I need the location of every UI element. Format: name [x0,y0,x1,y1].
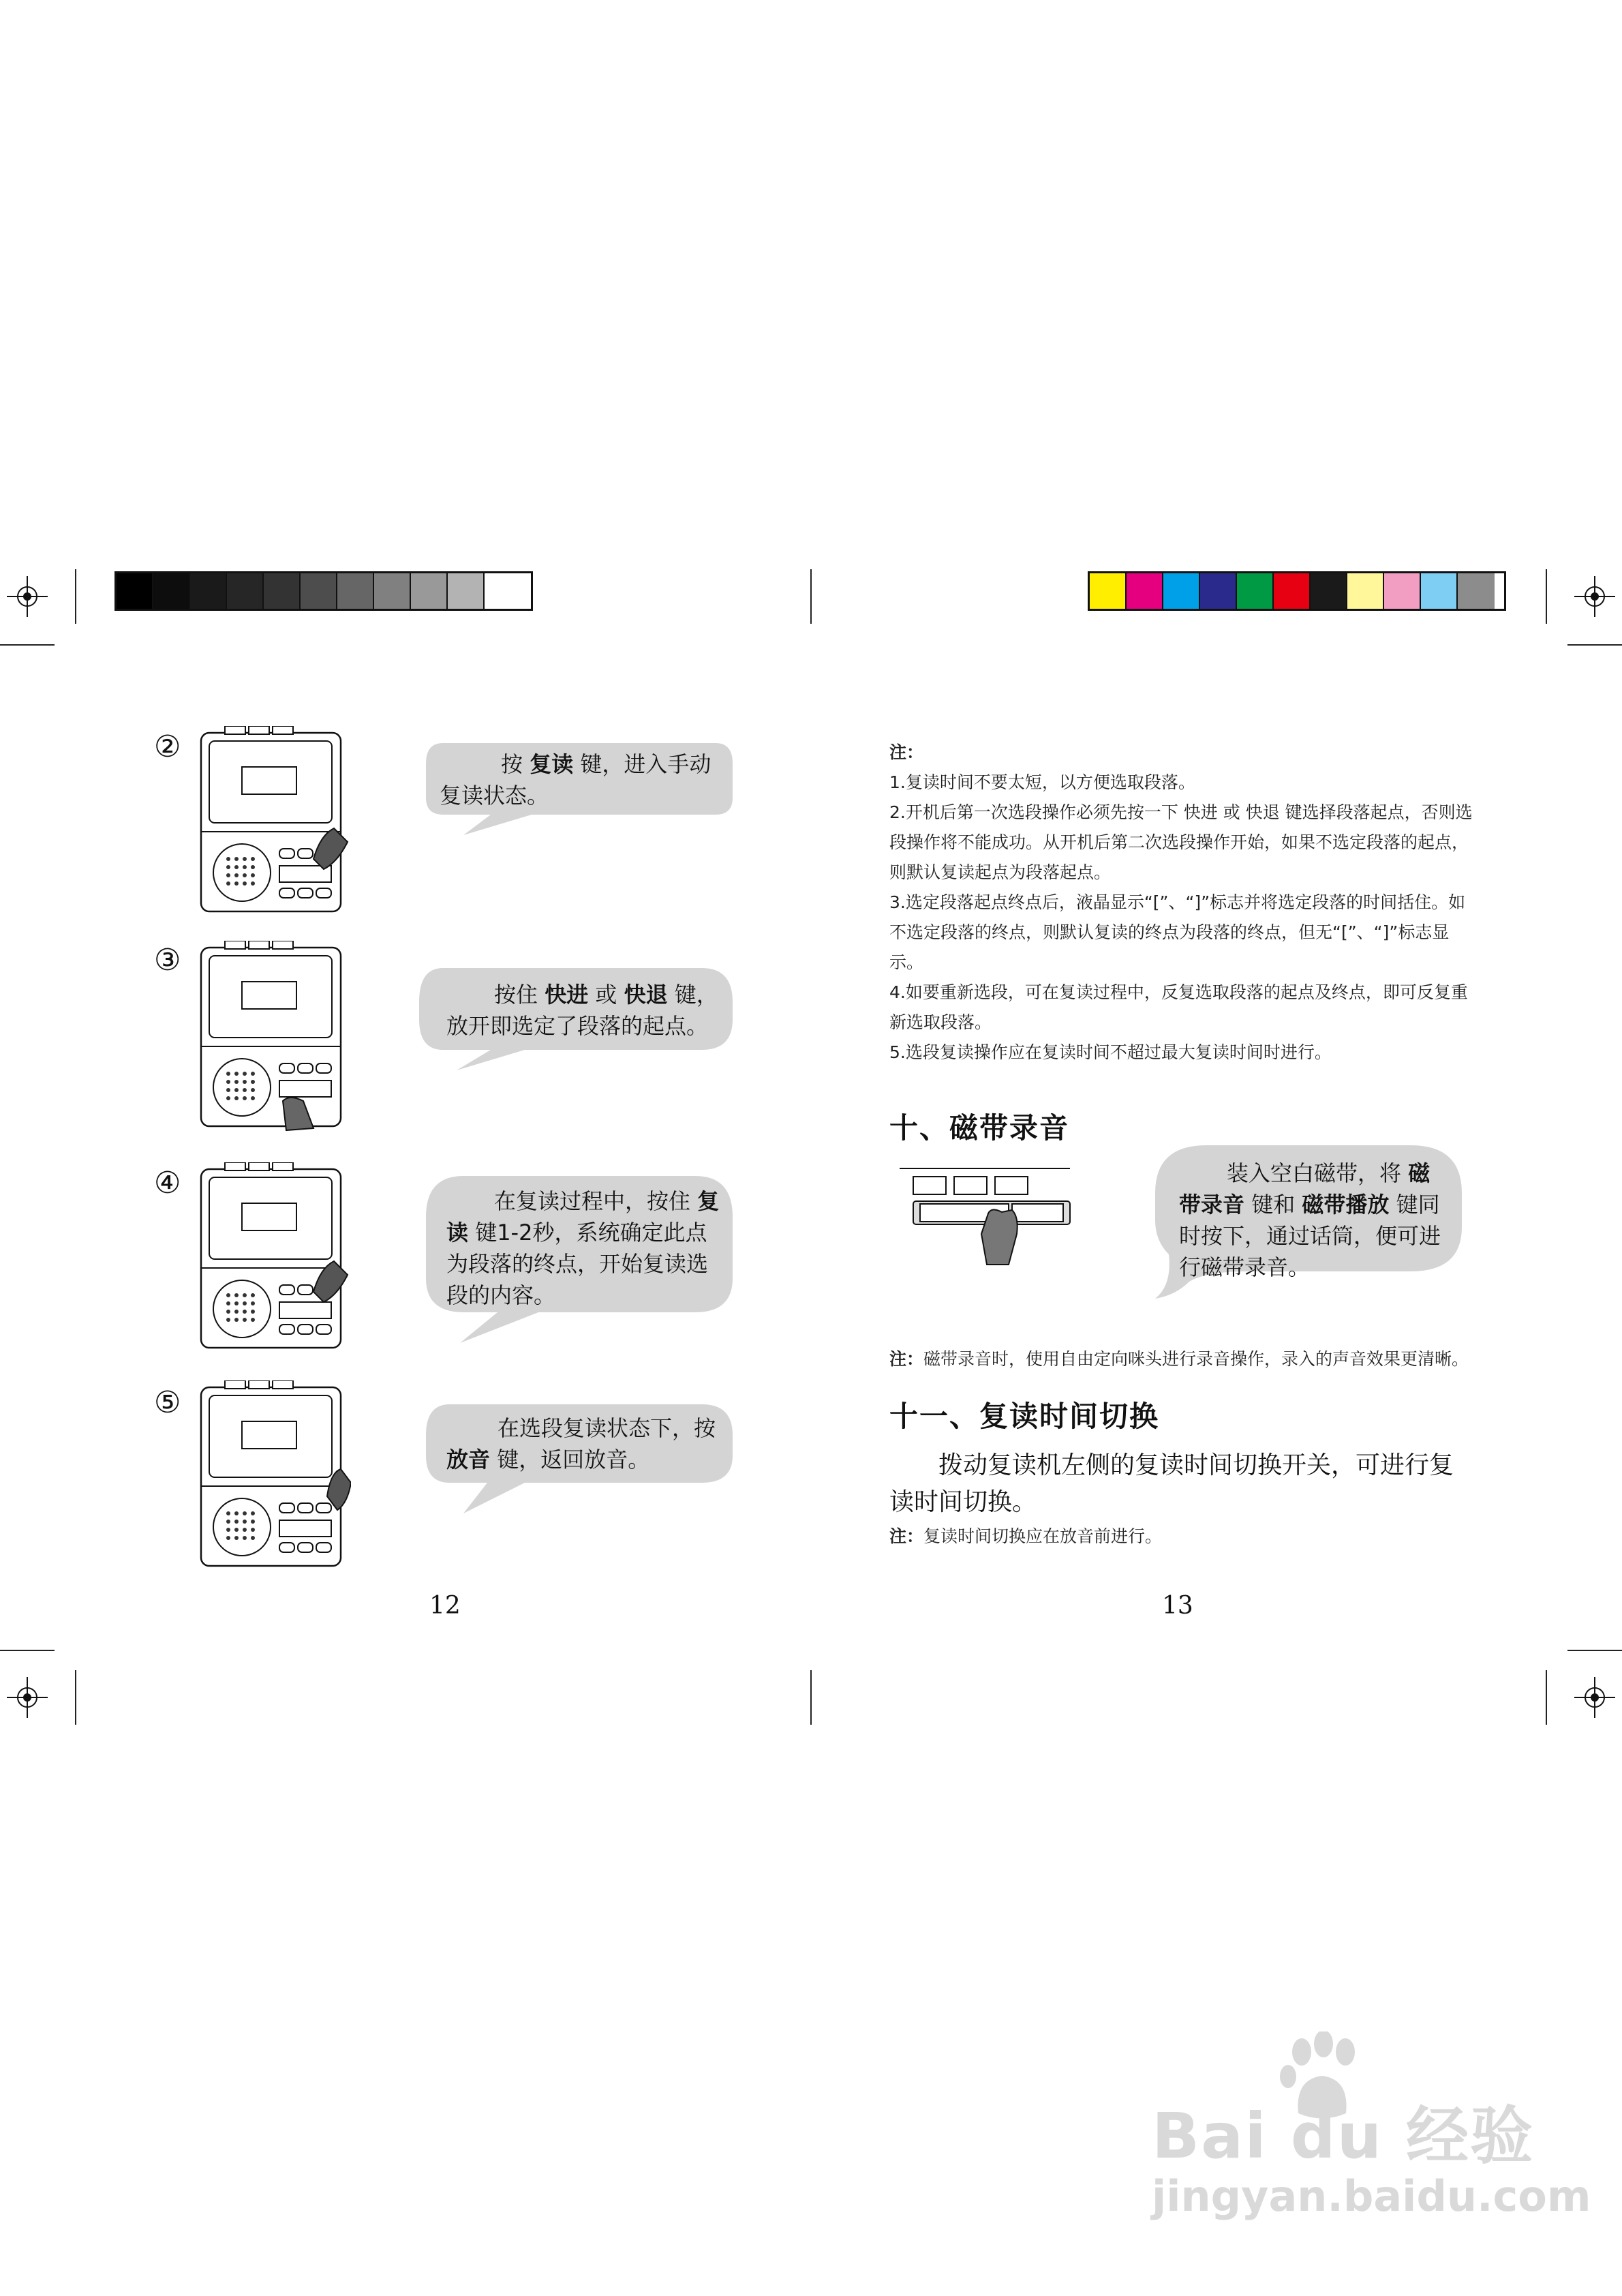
registration-mark-icon [1574,1677,1615,1718]
color-swatch [1127,573,1163,609]
section-10-note: 注：磁带录音时，使用自由定向咪头进行录音操作，录入的声音效果更清晰。 [889,1349,1469,1369]
step-4-instruction: 在复读过程中，按住 复读 键1-2秒，系统确定此点为段落的终点，开始复读选段的内容。 [446,1188,720,1308]
step-number: ③ [154,943,181,978]
step-5-speech-bubble [423,1398,736,1517]
repeater-device-illustration [194,1380,351,1571]
gray-swatch [264,573,301,609]
crop-mark [0,1650,55,1651]
repeater-device-illustration [194,1162,351,1353]
crop-mark [1546,569,1547,624]
step-2-speech-bubble [423,736,736,845]
crop-mark [1546,1670,1547,1725]
gray-swatch [190,573,227,609]
gray-swatch [301,573,337,609]
note-item: 4.如要重新选段，可在复读过程中，反复选取段落的起点及终点，即可反复重新选取段落。 [889,982,1468,1032]
page-number-left: 12 [429,1592,461,1620]
color-swatch [1458,573,1495,609]
crop-mark [1567,644,1622,646]
section-10-instruction: 装入空白磁带，将 磁带录音 键和 磁带播放 键同时按下，通过话筒，便可进行磁带录音。 [1179,1160,1441,1280]
watermark-brand: Bai du 经验 [1152,2100,1535,2173]
tape-record-buttons-illustration [900,1159,1077,1268]
gray-swatch [117,573,153,609]
gray-swatch [227,573,264,609]
fold-mark [810,569,812,624]
section-11-heading: 十一、复读时间切换 [889,1400,1160,1433]
gray-swatch [411,573,448,609]
notes-title: 注： [889,742,924,762]
step-5-instruction: 在选段复读状态下，按 放音 键，返回放音。 [446,1415,716,1472]
repeater-device-illustration [194,941,351,1132]
step-2-instruction: 按 复读 键，进入手动复读状态。 [440,751,711,809]
color-swatch [1200,573,1237,609]
step-number: ④ [154,1166,181,1200]
section-11-note: 注：复读时间切换应在放音前进行。 [889,1526,1163,1546]
color-swatch [1274,573,1311,609]
color-swatch [1347,573,1384,609]
watermark-url: jingyan.baidu.com [1152,2171,1591,2221]
crop-mark [75,1670,76,1725]
section-11-body: 拨动复读机左侧的复读时间切换开关，可进行复读时间切换。 [889,1451,1454,1516]
registration-mark-icon [7,576,48,617]
crop-mark [0,644,55,646]
step-3-instruction: 按住 快进 或 快退 键，放开即选定了段落的起点。 [446,982,718,1039]
crop-mark [1567,1650,1622,1651]
page-number-right: 13 [1162,1592,1193,1620]
step-3-speech-bubble [416,961,736,1074]
gray-swatch [485,573,521,609]
gray-swatch [374,573,411,609]
grayscale-calibration-bar [114,571,533,611]
step-4-speech-bubble [423,1169,736,1346]
note-item: 2.开机后第一次选段操作必须先按一下 快进 或 快退 键选择段落起点，否则选段操作将不能成功。从开机后第二次选段操作开始，如果不选定段落的起点，则默认复读起点为段落起点。 [889,802,1473,882]
fold-mark [810,1670,812,1725]
gray-swatch [337,573,374,609]
color-swatch [1384,573,1421,609]
color-swatch [1163,573,1200,609]
color-swatch [1237,573,1274,609]
section-10-heading: 十、磁带录音 [889,1111,1070,1145]
note-item: 3.选定段落起点终点后，液晶显示“[”、“]”标志并将选定段落的时间括住。如不选定段落的终点，则默认复读的终点为段落的终点，但无“[”、“]”标志显示。 [889,892,1466,972]
registration-mark-icon [7,1677,48,1718]
note-item: 1.复读时间不要太短，以方便选取段落。 [889,772,1195,792]
color-calibration-bar [1088,571,1506,611]
gray-swatch [448,573,485,609]
registration-mark-icon [1574,576,1615,617]
gray-swatch [153,573,190,609]
repeater-device-illustration [194,726,351,917]
note-item: 5.选段复读操作应在复读时间不超过最大复读时间时进行。 [889,1042,1332,1062]
step-number: ⑤ [154,1385,181,1420]
crop-mark [75,569,76,624]
step-number: ② [154,729,181,764]
section-10-speech-bubble [1152,1138,1465,1302]
color-swatch [1090,573,1127,609]
color-swatch [1311,573,1347,609]
color-swatch [1421,573,1458,609]
